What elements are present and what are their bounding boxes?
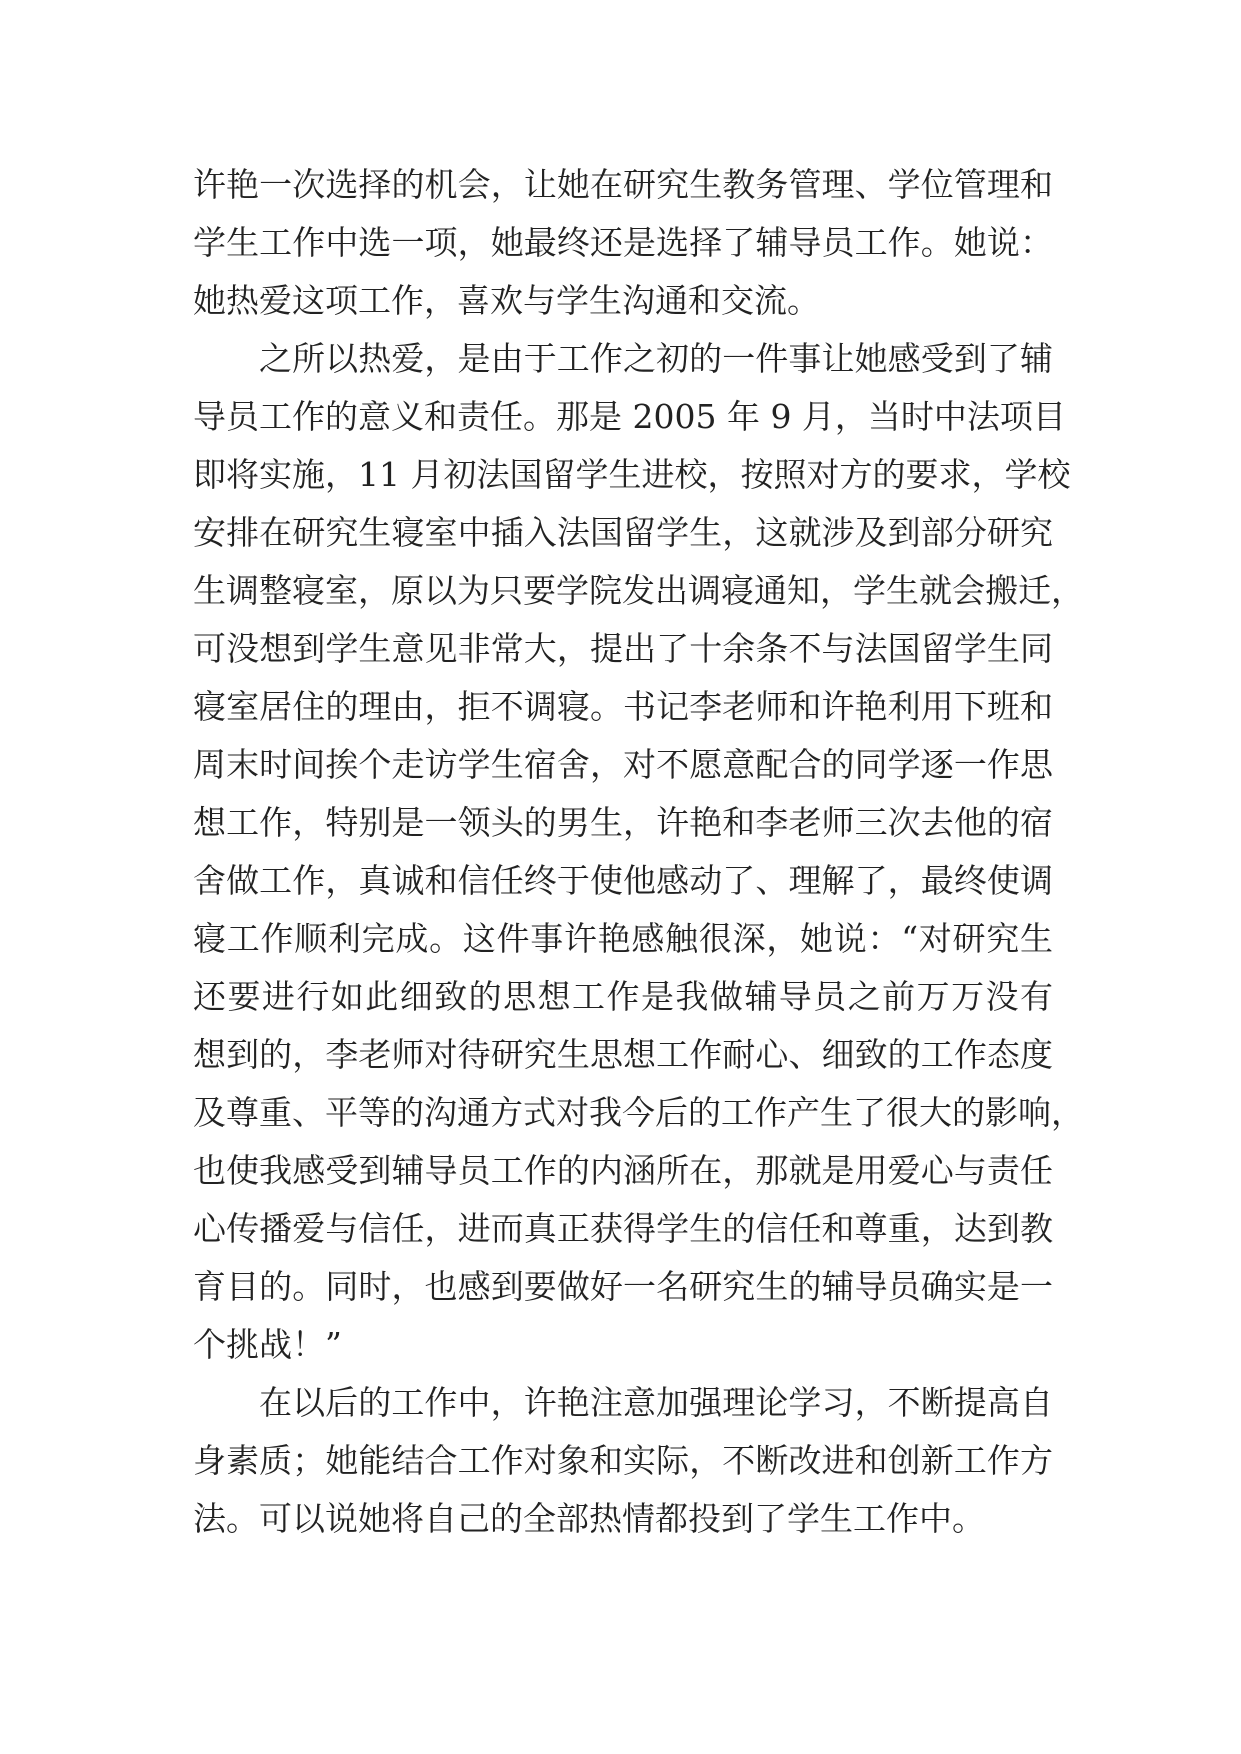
text-line: 法。可以说她将自己的全部热情都投到了学生工作中。 (193, 1499, 985, 1538)
text-line: 在以后的工作中，许艳注意加强理论学习，不断提高自 (259, 1383, 1053, 1422)
text-line: 导员工作的意义和责任。那是 2005 年 9 月，当时中法项目 (193, 397, 1066, 436)
text-line: 想到的，李老师对待研究生思想工作耐心、细致的工作态度 (193, 1035, 1053, 1074)
text-line: 心传播爱与信任，进而真正获得学生的信任和尊重，达到教 (193, 1209, 1053, 1248)
text-line: 寝工作顺利完成。这件事许艳感触很深，她说：“对研究生 (193, 919, 1053, 958)
body-text (193, 156, 1084, 1548)
text-line: 即将实施，11 月初法国留学生进校，按照对方的要求，学校 (193, 455, 1071, 494)
text-line: 许艳一次选择的机会，让她在研究生教务管理、学位管理和 (193, 165, 1053, 204)
text-line: 想工作，特别是一领头的男生，许艳和李老师三次去他的宿 (193, 803, 1053, 842)
text-line: 还要进行如此细致的思想工作是我做辅导员之前万万没有 (193, 977, 1053, 1016)
text-line: 寝室居住的理由，拒不调寝。书记李老师和许艳利用下班和 (193, 687, 1053, 726)
text-line: 身素质；她能结合工作对象和实际，不断改进和创新工作方 (193, 1441, 1053, 1480)
text-line: 生调整寝室，原以为只要学院发出调寝通知，学生就会搬迁， (193, 571, 1084, 610)
text-line: 个挑战！” (193, 1325, 342, 1364)
text-line: 也使我感受到辅导员工作的内涵所在，那就是用爱心与责任 (193, 1151, 1053, 1190)
text-line: 学生工作中选一项，她最终还是选择了辅导员工作。她说： (193, 223, 1053, 262)
text-line: 周末时间挨个走访学生宿舍，对不愿意配合的同学逐一作思 (193, 745, 1053, 784)
text-line: 可没想到学生意见非常大，提出了十余条不与法国留学生同 (193, 629, 1053, 668)
text-line: 舍做工作，真诚和信任终于使他感动了、理解了，最终使调 (193, 861, 1053, 900)
text-line: 育目的。同时，也感到要做好一名研究生的辅导员确实是一 (193, 1267, 1053, 1306)
text-line: 及尊重、平等的沟通方式对我今后的工作产生了很大的影响， (193, 1093, 1084, 1132)
text-line: 安排在研究生寝室中插入法国留学生，这就涉及到部分研究 (193, 513, 1053, 552)
text-line: 她热爱这项工作，喜欢与学生沟通和交流。 (193, 281, 820, 320)
text-line: 之所以热爱，是由于工作之初的一件事让她感受到了辅 (259, 339, 1053, 378)
